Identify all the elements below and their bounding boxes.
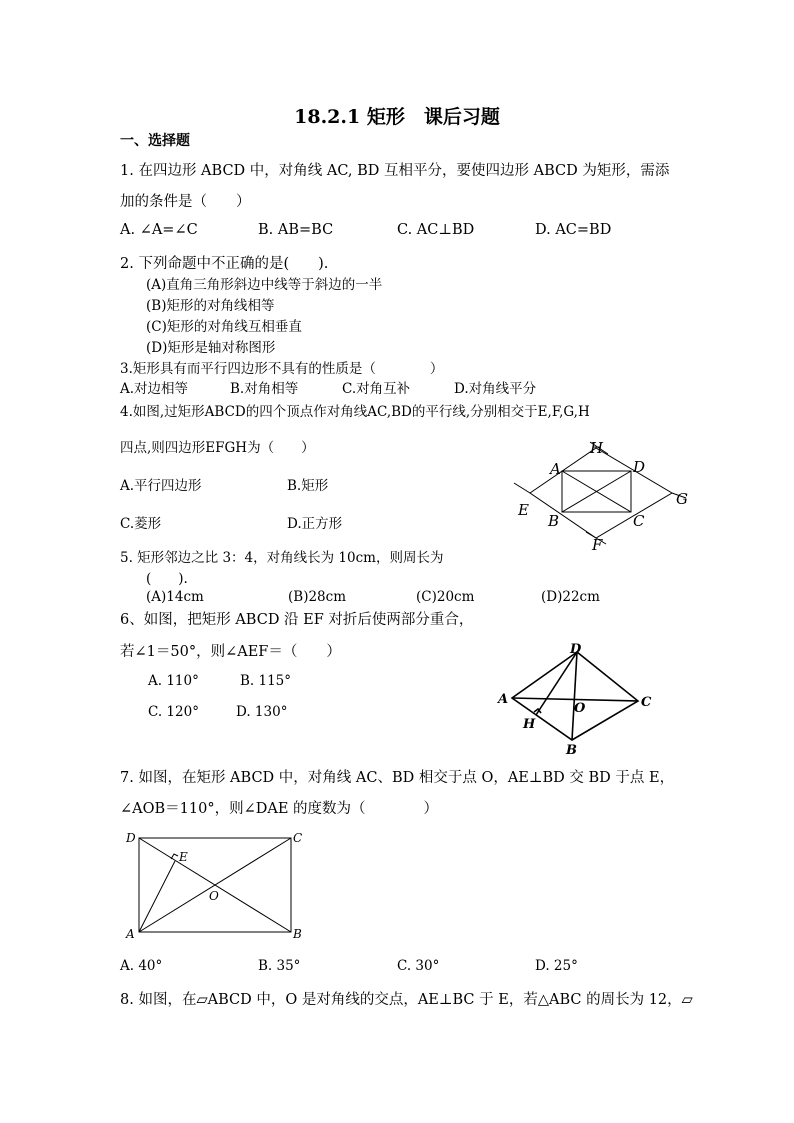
q5-stem: 5. 矩形邻边之比 3：4，对角线长为 10cm，则周长为: [120, 550, 444, 566]
q2-option-c: (C)矩形的对角线互相垂直: [146, 319, 302, 335]
q6-option-a: A. 110°: [148, 673, 199, 689]
q4-stem-line1: 4.如图,过矩形ABCD的四个顶点作对角线AC,BD的平行线,分别相交于E,F,G,H: [120, 404, 590, 420]
q7-figure: [120, 826, 315, 942]
q2-option-b: (B)矩形的对角线相等: [146, 298, 275, 314]
q4-label-h: H: [590, 439, 604, 457]
q4-figure-ext-e: [514, 483, 530, 493]
q4-label-b: B: [548, 512, 560, 530]
q1-option-b: B. AB=BC: [258, 222, 334, 238]
q1-option-c: C. AC⊥BD: [397, 222, 475, 238]
q3-option-a: A.对边相等: [120, 381, 189, 397]
q5-option-d: (D)22cm: [541, 589, 600, 605]
q7-stem-line1: 7. 如图，在矩形 ABCD 中，对角线 AC、BD 相交于点 O，AE⊥BD 交 BD 于点 E，: [120, 770, 675, 786]
q3-option-b: B.对角相等: [230, 381, 299, 397]
q1-option-d: D. AC=BD: [535, 222, 612, 238]
q4-option-b: B.矩形: [287, 478, 329, 494]
q7-label-b: B: [293, 927, 302, 941]
q2-stem: 2. 下列命题中不正确的是( ).: [120, 256, 329, 272]
q5-option-a: (A)14cm: [146, 589, 204, 605]
q2-option-a: (A)直角三角形斜边中线等于斜边的一半: [146, 277, 383, 293]
q7-label-c: C: [293, 831, 303, 845]
q6-stem-line2: 若∠1＝50°，则∠AEF＝（ ）: [120, 644, 341, 660]
q4-label-d: D: [633, 458, 646, 476]
q4-stem-line2: 四点,则四边形EFGH为（ ）: [120, 440, 315, 456]
q7-label-a: A: [126, 927, 135, 941]
q6-label-d: D: [570, 642, 582, 657]
q3-stem: 3.矩形具有而平行四边形不具有的性质是（ ）: [120, 361, 444, 377]
q2-option-d: (D)矩形是轴对称图形: [146, 340, 276, 356]
q4-option-d: D.正方形: [287, 516, 343, 532]
q6-figure: [494, 640, 659, 758]
q8-stem-line1: 8. 如图，在▱ABCD 中，O 是对角线的交点，AE⊥BC 于 E，若△ABC 的周长为 12，▱: [120, 992, 693, 1008]
q6-option-d: D. 130°: [236, 704, 288, 720]
q6-label-b: B: [566, 743, 577, 758]
q6-figure-diag-db: [572, 652, 577, 740]
q3-option-d: D.对角线平分: [454, 381, 537, 397]
q6-label-a: A: [498, 692, 509, 707]
q4-option-c: C.菱形: [120, 516, 162, 532]
q7-stem-line2: ∠AOB＝110°，则∠DAE 的度数为（ ）: [120, 801, 439, 817]
q6-stem-line1: 6、如图，把矩形 ABCD 沿 EF 对折后使两部分重合，: [120, 612, 474, 628]
q4-label-g: G: [676, 490, 688, 508]
q4-label-f: F: [592, 536, 603, 554]
q1-stem-line2: 加的条件是（ ）: [120, 194, 251, 210]
q6-figure-line-dh: [536, 652, 577, 715]
q6-label-o: O: [574, 701, 586, 716]
q5-option-b: (B)28cm: [288, 589, 346, 605]
q4-figure: [510, 436, 700, 554]
q7-label-d: D: [126, 831, 136, 845]
q4-label-a: A: [550, 460, 561, 478]
q4-label-c: C: [633, 512, 645, 530]
q4-option-a: A.平行四边形: [120, 478, 202, 494]
q1-option-a: A. ∠A=∠C: [120, 222, 198, 238]
q1-stem-line1: 1. 在四边形 ABCD 中，对角线 AC, BD 互相平分，要使四边形 ABCD 为矩形，需添: [120, 163, 670, 179]
q7-option-d: D. 25°: [535, 958, 578, 974]
q7-label-e: E: [179, 850, 188, 864]
section-heading: 一、选择题: [120, 133, 190, 149]
q6-label-c: C: [641, 695, 652, 710]
q5-option-c: (C)20cm: [416, 589, 475, 605]
q7-option-b: B. 35°: [258, 958, 301, 974]
q7-option-c: C. 30°: [397, 958, 440, 974]
q5-blank: ( ).: [146, 571, 188, 587]
q7-label-o: O: [209, 889, 219, 903]
q3-option-c: C.对角互补: [342, 381, 411, 397]
q6-option-b: B. 115°: [240, 673, 292, 689]
q7-option-a: A. 40°: [120, 958, 163, 974]
q6-label-h: H: [523, 717, 536, 732]
q6-option-c: C. 120°: [148, 704, 199, 720]
q4-label-e: E: [518, 501, 529, 519]
page-title: 18.2.1 矩形 课后习题: [294, 106, 500, 128]
